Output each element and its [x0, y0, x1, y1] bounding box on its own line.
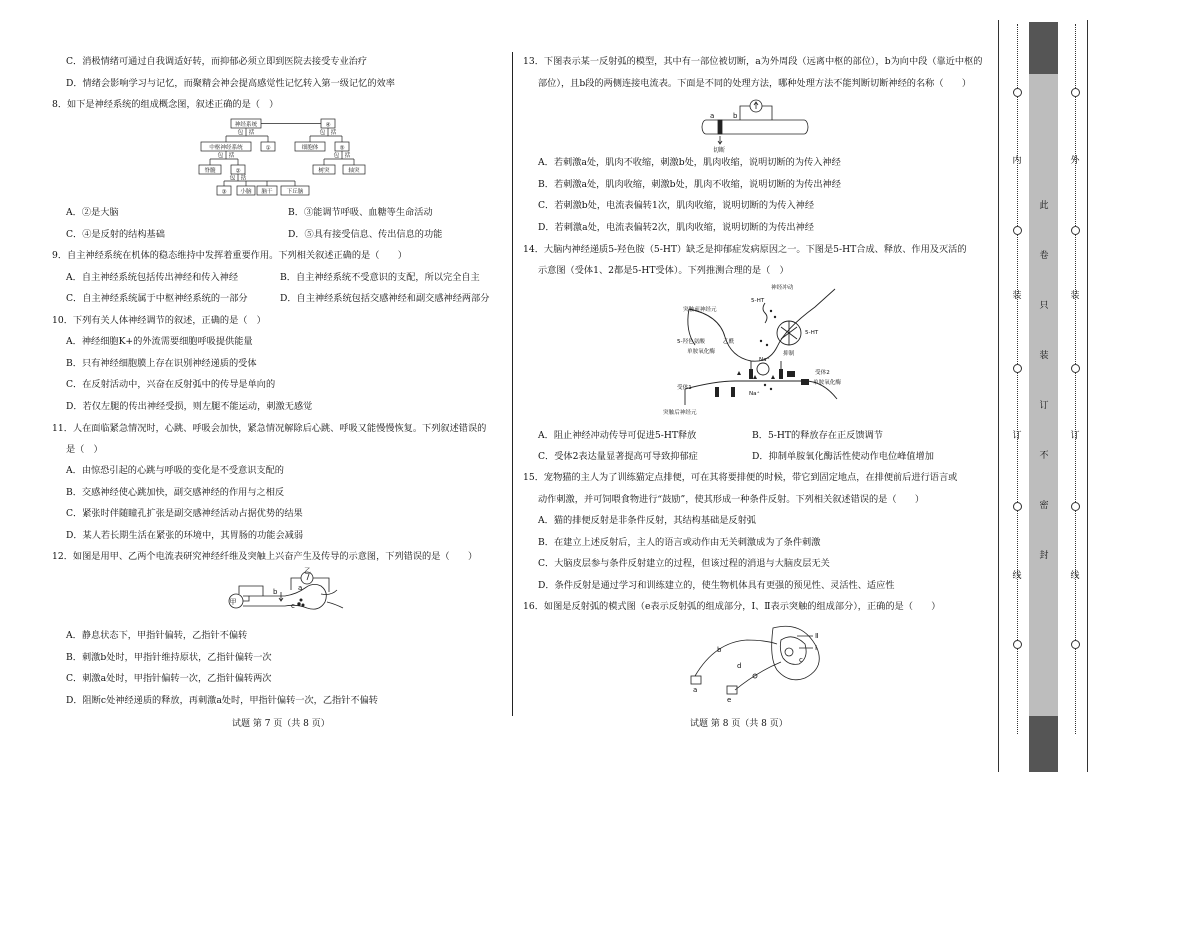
- q15-option-a: A．猫的排便反射是非条件反射，其结构基础是反射弧: [538, 515, 756, 526]
- q12-option-b: B．刺激b处时，甲指针维持原状，乙指针偏转一次: [66, 652, 272, 663]
- fig8-node-brainstem: 脑干: [261, 189, 273, 195]
- fig14-label-ach: 乙酰: [723, 339, 735, 345]
- inner-dotted-line: [1017, 24, 1018, 734]
- binding-gray-bar: [1029, 22, 1058, 772]
- fig16-label-a: a: [693, 686, 698, 694]
- fig8-node-cerebellum: 小脑: [240, 189, 252, 195]
- page-footer-7: 试题 第 7 页（共 8 页）: [232, 719, 330, 729]
- fig8-node-2: ②: [235, 168, 241, 175]
- binding-hole: [1071, 226, 1080, 235]
- q10-option-b: B．只有神经细胞膜上存在识别神经递质的受体: [66, 358, 257, 369]
- strip-char-inner: 内: [1012, 156, 1022, 166]
- binding-hole: [1071, 364, 1080, 373]
- fig13-label-b: b: [733, 112, 738, 120]
- column-divider: [512, 52, 513, 716]
- fig12-label-jia: 甲: [229, 598, 237, 606]
- fig8-label-bao: 包 括: [319, 130, 337, 136]
- outer-dotted-line: [1075, 24, 1076, 734]
- fig8-node-hypothalamus: 下丘脑: [286, 189, 304, 195]
- binding-dark-block-bottom: [1029, 716, 1058, 772]
- q14-stem-cont: 示意图（受体1、2都是5-HT受体）。下列推测合理的是（ ）: [538, 265, 789, 276]
- fig8-node-1: ①: [265, 145, 271, 152]
- fig16-label-I: Ⅰ: [815, 644, 818, 652]
- binding-hole: [1071, 502, 1080, 511]
- fig14-label-na-2: Na⁺: [749, 391, 760, 397]
- q10-stem: 10．下列有关人体神经调节的叙述，正确的是（ ）: [52, 315, 266, 326]
- strip-char-outer: 线: [1070, 571, 1080, 581]
- q12-option-a: A．静息状态下，甲指针偏转，乙指针不偏转: [66, 630, 248, 641]
- fig14-label-postsynaptic: 突触后神经元: [663, 410, 697, 416]
- strip-char-outer: 外: [1070, 156, 1080, 166]
- q9-option-d: D．自主神经系统包括交感神经和副交感神经两部分: [280, 293, 490, 304]
- fig12-label-yi: 乙: [304, 567, 311, 575]
- q9-option-b: B．自主神经系统不受意识的支配，所以完全自主: [280, 272, 480, 283]
- q15-option-b: B．在建立上述反射后，主人的语言或动作由无关刺激成为了条件刺激: [538, 537, 821, 548]
- q14-option-a: A．阻止神经冲动传导可促进5-HT释放: [538, 430, 697, 441]
- q14-option-d: D．抑制单胺氧化酶活性使动作电位峰值增加: [752, 451, 934, 462]
- q13-option-b: B．若刺激a处，肌肉收缩，刺激b处，肌肉不收缩，说明切断的为传出神经: [538, 179, 841, 190]
- fig16-label-d: d: [737, 662, 742, 670]
- q15-option-c: C．大脑皮层参与条件反射建立的过程，但该过程的消退与大脑皮层无关: [538, 558, 830, 569]
- q11-stem-cont: 是（ ）: [66, 444, 103, 455]
- q14-option-b: B．5-HT的释放存在正反馈调节: [752, 430, 883, 441]
- q12-option-c: C．刺激a处时，甲指针偏转一次，乙指针偏转两次: [66, 673, 272, 684]
- fig14-label-5htp: 5-羟色氨酸: [677, 339, 705, 345]
- q14-synapse-diagram: [655, 281, 865, 421]
- q13-option-a: A．若刺激a处，肌肉不收缩，刺激b处，肌肉收缩，说明切断的为传入神经: [538, 157, 841, 168]
- q8-option-b: B．③能调节呼吸、血糖等生命活动: [288, 207, 433, 218]
- q11-stem: 11．人在面临紧急情况时，心跳、呼吸会加快，紧急情况解除后心跳、呼吸又能慢慢恢复。下列叙述错误的: [52, 423, 487, 434]
- q13-stem: 13．下图表示某一反射弧的模型，其中有一部位被切断，a为外周段（远离中枢的部位），b为向中段（靠近中枢的: [523, 56, 983, 67]
- fig14-label-mao-1: 单胺氧化酶: [687, 349, 715, 355]
- strip-char-middle: 密: [1039, 501, 1049, 511]
- q15-stem-cont: 动作刺激，并可饲喂食物进行“鼓励”，使其形成一种条件反射。下列相关叙述错误的是（ ）: [538, 494, 925, 505]
- fig13-label-cut: 切断: [713, 147, 726, 154]
- fig16-label-e: e: [727, 696, 732, 704]
- fig12-label-a: a: [298, 584, 303, 592]
- q7-option-c: C．消极情绪可通过自我调适好转，而抑郁必须立即到医院去接受专业治疗: [66, 56, 368, 67]
- fig8-label-bao: 包 括: [217, 153, 235, 159]
- fig14-label-inhibit: 抑制: [783, 351, 795, 357]
- q12-option-d: D．阻断c处神经递质的释放，再刺激a处时，甲指针偏转一次，乙指针不偏转: [66, 695, 378, 706]
- strip-char-outer: 装: [1070, 291, 1080, 301]
- fig8-node-spinal: 脊髓: [204, 168, 216, 174]
- q15-stem: 15．宠物猫的主人为了训练猫定点排便，可在其将要排便的时候，带它到固定地点，在排便前后进行语言或: [523, 472, 958, 483]
- fig16-label-II: Ⅱ: [815, 632, 819, 640]
- fig8-label-bao: 包 括: [229, 175, 247, 182]
- q15-option-d: D．条件反射是通过学习和训练建立的，使生物机体具有更强的预见性、灵活性、适应性: [538, 580, 895, 591]
- binding-hole: [1013, 502, 1022, 511]
- fig16-label-b: b: [717, 646, 722, 654]
- fig8-node-3: ③: [221, 189, 227, 196]
- fig12-label-c: c: [291, 602, 295, 610]
- fig8-node-root: 神经系统: [234, 122, 258, 128]
- strip-border-right: [1087, 20, 1088, 772]
- strip-char-inner: 订: [1012, 431, 1022, 441]
- q8-option-a: A．②是大脑: [66, 207, 119, 218]
- fig8-node-5: ⑤: [339, 145, 345, 152]
- fig8-node-dendrite: 树突: [318, 168, 330, 174]
- q13-option-d: D．若刺激a处，电流表偏转2次，肌肉收缩，说明切断的为传出神经: [538, 222, 814, 233]
- fig14-label-receptor-1: 受体1: [677, 385, 692, 391]
- fig12-label-b: b: [273, 588, 278, 596]
- strip-char-outer: 订: [1070, 431, 1080, 441]
- fig8-node-4: ④: [325, 122, 331, 129]
- strip-char-inner: 线: [1012, 571, 1022, 581]
- strip-char-middle: 只: [1039, 301, 1049, 311]
- fig13-label-a: a: [710, 112, 715, 120]
- q13-nerve-diagram: [700, 96, 815, 154]
- strip-char-middle: 此: [1039, 201, 1049, 211]
- fig14-label-na-1: Na⁺: [759, 357, 770, 363]
- fig8-node-axon: 轴突: [348, 168, 360, 174]
- fig14-label-mao-2: 单胺氧化酶: [813, 380, 841, 386]
- fig14-label-presynaptic: 突触前神经元: [683, 307, 717, 313]
- fig14-label-5ht-1: 5-HT: [751, 298, 765, 304]
- q8-option-c: C．④是反射的结构基础: [66, 229, 165, 240]
- q7-option-d: D．情绪会影响学习与记忆，而聚精会神会提高感觉性记忆转入第一级记忆的效率: [66, 78, 395, 89]
- q11-option-b: B．交感神经使心跳加快，副交感神经的作用与之相反: [66, 487, 285, 498]
- strip-char-middle: 订: [1039, 401, 1049, 411]
- q12-stem: 12．如图是用甲、乙两个电流表研究神经纤维及突触上兴奋产生及传导的示意图，下列错误的是（ ）: [52, 551, 478, 562]
- strip-char-middle: 封: [1039, 551, 1049, 561]
- fig14-label-impulse: 神经冲动: [771, 285, 794, 291]
- q16-stem: 16．如图是反射弧的模式图（e表示反射弧的组成部分，Ⅰ、Ⅱ表示突触的组成部分），正确的是（ ）: [523, 601, 941, 612]
- strip-char-middle: 装: [1039, 351, 1049, 361]
- q8-concept-map: [195, 117, 360, 197]
- strip-char-middle: 卷: [1039, 251, 1049, 261]
- q8-stem: 8．如下是神经系统的组成概念图，叙述正确的是（ ）: [52, 99, 279, 110]
- fig14-label-5ht-2: 5-HT: [805, 330, 819, 336]
- q16-reflex-arc-diagram: [685, 618, 835, 702]
- q14-stem: 14．大脑内神经递质5-羟色胺（5-HT）缺乏是抑郁症发病原因之一。下图是5-HT合成、释放、作用及灭活的: [523, 244, 967, 255]
- q9-option-a: A．自主神经系统包括传出神经和传入神经: [66, 272, 239, 283]
- strip-border-left: [998, 20, 999, 772]
- page-footer-8: 试题 第 8 页（共 8 页）: [690, 719, 788, 729]
- q11-option-a: A．由惊恐引起的心跳与呼吸的变化是不受意识支配的: [66, 465, 284, 476]
- fig8-label-bao: 包 括: [237, 130, 255, 136]
- binding-hole: [1013, 640, 1022, 649]
- q8-option-d: D．⑤具有接受信息、传出信息的功能: [288, 229, 443, 240]
- q11-option-c: C．紧张时伴随瞳孔扩张是副交感神经活动占据优势的结果: [66, 508, 303, 519]
- binding-hole: [1013, 88, 1022, 97]
- q14-option-c: C．受体2表达量显著提高可导致抑郁症: [538, 451, 698, 462]
- q11-option-d: D．某人若长期生活在紧张的环境中，其胃肠的功能会减弱: [66, 530, 304, 541]
- binding-hole: [1013, 226, 1022, 235]
- binding-hole: [1071, 88, 1080, 97]
- binding-hole: [1071, 640, 1080, 649]
- q13-option-c: C．若刺激b处，电流表偏转1次，肌肉收缩，说明切断的为传入神经: [538, 200, 815, 211]
- fig16-label-c: c: [799, 656, 803, 664]
- q10-option-c: C．在反射活动中，兴奋在反射弧中的传导是单向的: [66, 379, 276, 390]
- binding-dark-block-top: [1029, 22, 1058, 74]
- binding-hole: [1013, 364, 1022, 373]
- strip-char-middle: 不: [1039, 451, 1049, 461]
- q10-option-a: A．神经细胞K+的外流需要细胞呼吸提供能量: [66, 336, 253, 347]
- q12-ammeter-diagram: [225, 568, 350, 624]
- fig14-label-receptor-2: 受体2: [815, 370, 830, 376]
- q10-option-d: D．若仅左腿的传出神经受损，则左腿不能运动，刺激无感觉: [66, 401, 313, 412]
- fig8-node-cns: 中枢神经系统: [209, 145, 243, 151]
- q9-stem: 9．自主神经系统在机体的稳态维持中发挥着重要作用。下列相关叙述正确的是（ ）: [52, 250, 407, 261]
- q13-stem-cont: 部位），且b段的两侧连接电流表。下面是不同的处理方法，哪种处理方法不能判断切断神经的名称（ ）: [538, 78, 972, 89]
- fig8-label-bao: 包 括: [333, 153, 351, 159]
- q9-option-c: C．自主神经系统属于中枢神经系统的一部分: [66, 293, 248, 304]
- fig8-node-cellbody: 细胞体: [301, 145, 319, 151]
- strip-char-inner: 装: [1012, 291, 1022, 301]
